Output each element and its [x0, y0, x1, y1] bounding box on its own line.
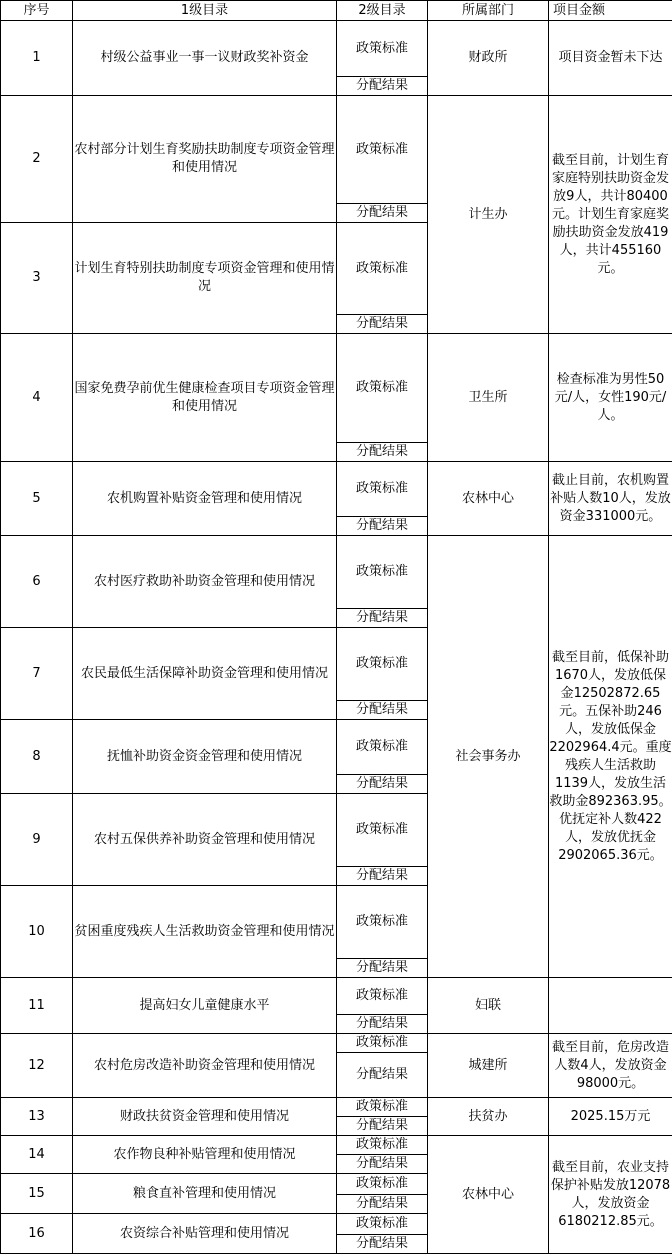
- table-row: [1, 536, 672, 609]
- row-name: 财政扶贫资金管理和使用情况: [73, 1098, 337, 1136]
- policy-cell: 政策标准: [337, 334, 428, 443]
- policy-cell: 政策标准: [337, 96, 428, 204]
- row-index: 2: [1, 96, 73, 223]
- result-cell: 分配结果: [337, 204, 428, 223]
- row-name: 计划生育特别扶助制度专项资金管理和使用情况: [73, 223, 337, 334]
- result-cell: 分配结果: [337, 1195, 428, 1214]
- row-name: 农村危房改造补助资金管理和使用情况: [73, 1034, 337, 1098]
- row-index: 4: [1, 334, 73, 462]
- table-row: [1, 978, 672, 1015]
- row-index: 9: [1, 794, 73, 886]
- amount-cell: 截至目前，低保补助1670人，发放低保金12502872.65元。五保补助246人，发放低保金2202964.4元。重度残疾人生活救助1139人，发放生活救助金892363.95。优抚定补人数422人，发放优抚金2902065.36元。: [549, 536, 672, 978]
- result-cell: 分配结果: [337, 1155, 428, 1174]
- amount-cell: [549, 978, 672, 1034]
- policy-cell: 政策标准: [337, 628, 428, 701]
- policy-cell: 政策标准: [337, 1098, 428, 1117]
- dept-cell: 社会事务办: [428, 536, 549, 978]
- result-cell: 分配结果: [337, 701, 428, 720]
- policy-cell: 政策标准: [337, 1214, 428, 1235]
- row-index: 11: [1, 978, 73, 1034]
- table-row: [1, 334, 672, 443]
- row-name: 农资综合补贴管理和使用情况: [73, 1214, 337, 1254]
- amount-cell: 截至目前，危房改造人数4人，发放资金98000元。: [549, 1034, 672, 1098]
- policy-cell: 政策标准: [337, 720, 428, 775]
- policy-cell: 政策标准: [337, 536, 428, 609]
- header-amount: 项目金额: [549, 1, 672, 21]
- amount-cell: 2025.15万元: [549, 1098, 672, 1136]
- dept-cell: 城建所: [428, 1034, 549, 1098]
- row-index: 7: [1, 628, 73, 720]
- row-name: 国家免费孕前优生健康检查项目专项资金管理和使用情况: [73, 334, 337, 462]
- table-row: [1, 1098, 672, 1117]
- policy-cell: 政策标准: [337, 886, 428, 959]
- row-index: 5: [1, 462, 73, 536]
- result-cell: 分配结果: [337, 775, 428, 794]
- row-index: 1: [1, 21, 73, 96]
- dept-cell: 农林中心: [428, 462, 549, 536]
- table-row: [1, 462, 672, 517]
- table-row: [1, 1136, 672, 1155]
- header-dept: 所属部门: [428, 1, 549, 21]
- result-cell: 分配结果: [337, 443, 428, 462]
- header-level2: 2级目录: [337, 1, 428, 21]
- policy-cell: 政策标准: [337, 462, 428, 517]
- row-name: 村级公益事业一事一议财政奖补资金: [73, 21, 337, 96]
- policy-cell: 政策标准: [337, 978, 428, 1015]
- dept-cell: 农林中心: [428, 1136, 549, 1254]
- result-cell: 分配结果: [337, 959, 428, 978]
- row-name: 粮食直补管理和使用情况: [73, 1174, 337, 1214]
- row-index: 16: [1, 1214, 73, 1254]
- dept-cell: 妇联: [428, 978, 549, 1034]
- policy-cell: 政策标准: [337, 223, 428, 315]
- row-index: 6: [1, 536, 73, 628]
- result-cell: 分配结果: [337, 77, 428, 96]
- amount-cell: 项目资金暂未下达: [549, 21, 672, 96]
- row-index: 12: [1, 1034, 73, 1098]
- row-index: 13: [1, 1098, 73, 1136]
- amount-cell: 检查标准为男性50元/人，女性190元/人。: [549, 334, 672, 462]
- result-cell: 分配结果: [337, 1015, 428, 1034]
- result-cell: 分配结果: [337, 1235, 428, 1254]
- dept-cell: 卫生所: [428, 334, 549, 462]
- row-index: 10: [1, 886, 73, 978]
- result-cell: 分配结果: [337, 609, 428, 628]
- result-cell: 分配结果: [337, 1053, 428, 1098]
- row-name: 农村五保供养补助资金管理和使用情况: [73, 794, 337, 886]
- dept-cell: 财政所: [428, 21, 549, 96]
- result-cell: 分配结果: [337, 517, 428, 536]
- header-level1: 1级目录: [73, 1, 337, 21]
- table-row: [1, 96, 672, 204]
- result-cell: 分配结果: [337, 315, 428, 334]
- policy-cell: 政策标准: [337, 1174, 428, 1195]
- header-index: 序号: [1, 1, 73, 21]
- table-row: [1, 21, 672, 77]
- policy-cell: 政策标准: [337, 794, 428, 867]
- dept-cell: 计生办: [428, 96, 549, 334]
- row-index: 14: [1, 1136, 73, 1174]
- table-row: [1, 1034, 672, 1053]
- dept-cell: 扶贫办: [428, 1098, 549, 1136]
- amount-cell: 截至目前，农业支持保护补贴发放12078人，发放资金6180212.85元。: [549, 1136, 672, 1254]
- amount-cell: 截止目前，农机购置补贴人数10人，发放资金331000元。: [549, 462, 672, 536]
- row-name: 农机购置补贴资金管理和使用情况: [73, 462, 337, 536]
- row-name: 贫困重度残疾人生活救助资金管理和使用情况: [73, 886, 337, 978]
- policy-cell: 政策标准: [337, 1136, 428, 1155]
- row-index: 8: [1, 720, 73, 794]
- row-name: 抚恤补助资金资金管理和使用情况: [73, 720, 337, 794]
- row-name: 农民最低生活保障补助资金管理和使用情况: [73, 628, 337, 720]
- row-name: 提高妇女儿童健康水平: [73, 978, 337, 1034]
- header-row: [1, 1, 672, 21]
- row-index: 3: [1, 223, 73, 334]
- result-cell: 分配结果: [337, 1117, 428, 1136]
- policy-cell: 政策标准: [337, 21, 428, 77]
- policy-cell: 政策标准: [337, 1034, 428, 1053]
- row-name: 农村医疗救助补助资金管理和使用情况: [73, 536, 337, 628]
- row-index: 15: [1, 1174, 73, 1214]
- row-name: 农作物良种补贴管理和使用情况: [73, 1136, 337, 1174]
- row-name: 农村部分计划生育奖励扶助制度专项资金管理和使用情况: [73, 96, 337, 223]
- result-cell: 分配结果: [337, 867, 428, 886]
- amount-cell: 截至目前，计划生育家庭特别扶助资金发放9人，共计80400元。计划生育家庭奖励扶助资金发放419人，共计455160元。: [549, 96, 672, 334]
